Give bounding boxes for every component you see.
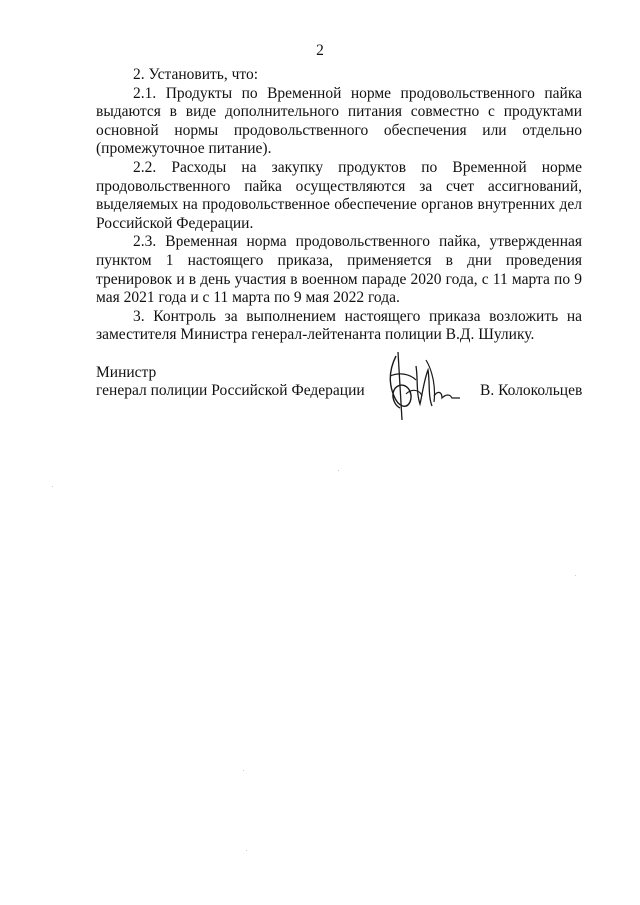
paragraph-2: 2. Установить, что:: [133, 66, 259, 83]
signatory-title-line2: генерал полиции Российской Федерации: [96, 382, 365, 399]
scan-speck: [243, 770, 244, 771]
handwritten-signature: [376, 346, 476, 424]
order-body: [96, 66, 582, 345]
scan-speck: [52, 486, 53, 487]
scan-speck: [338, 470, 339, 471]
signatory-name: В. Колокольцев: [480, 382, 583, 399]
paragraph-3: 3. Контроль за выполнением настоящего приказа возложить на заместителя Министра генерал-лейтенанта полиции В.Д. Шулику.: [96, 307, 582, 344]
paragraph-2-2: 2.2. Расходы на закупку продуктов по Временной норме продовольственного пайка осуществляются за счет ассигнований, выделяемых на продовольственное обеспечение органов внутренних дел Российской Федерации.: [96, 158, 582, 232]
signatory-title-line1: Министр: [96, 364, 157, 381]
scan-speck: [246, 850, 247, 851]
signature-block: [96, 364, 586, 434]
paragraph-2-3: 2.3. Временная норма продовольственного пайка, утвержденная пунктом 1 настоящего приказа, применяется в дни проведения тренировок и в день участия в военном параде 2020 года, с 11 марта по 9 мая 2021 года и с 11 марта по 9 мая 2022 года.: [96, 233, 582, 307]
paragraph-2-1: 2.1. Продукты по Временной норме продовольственного пайка выдаются в виде дополнительного питания совместно с продуктами основной нормы продовольственного обеспечения или отдельно (промежуточное питание).: [96, 84, 582, 158]
scan-speck: [575, 575, 576, 576]
page-number: 2: [316, 42, 324, 59]
